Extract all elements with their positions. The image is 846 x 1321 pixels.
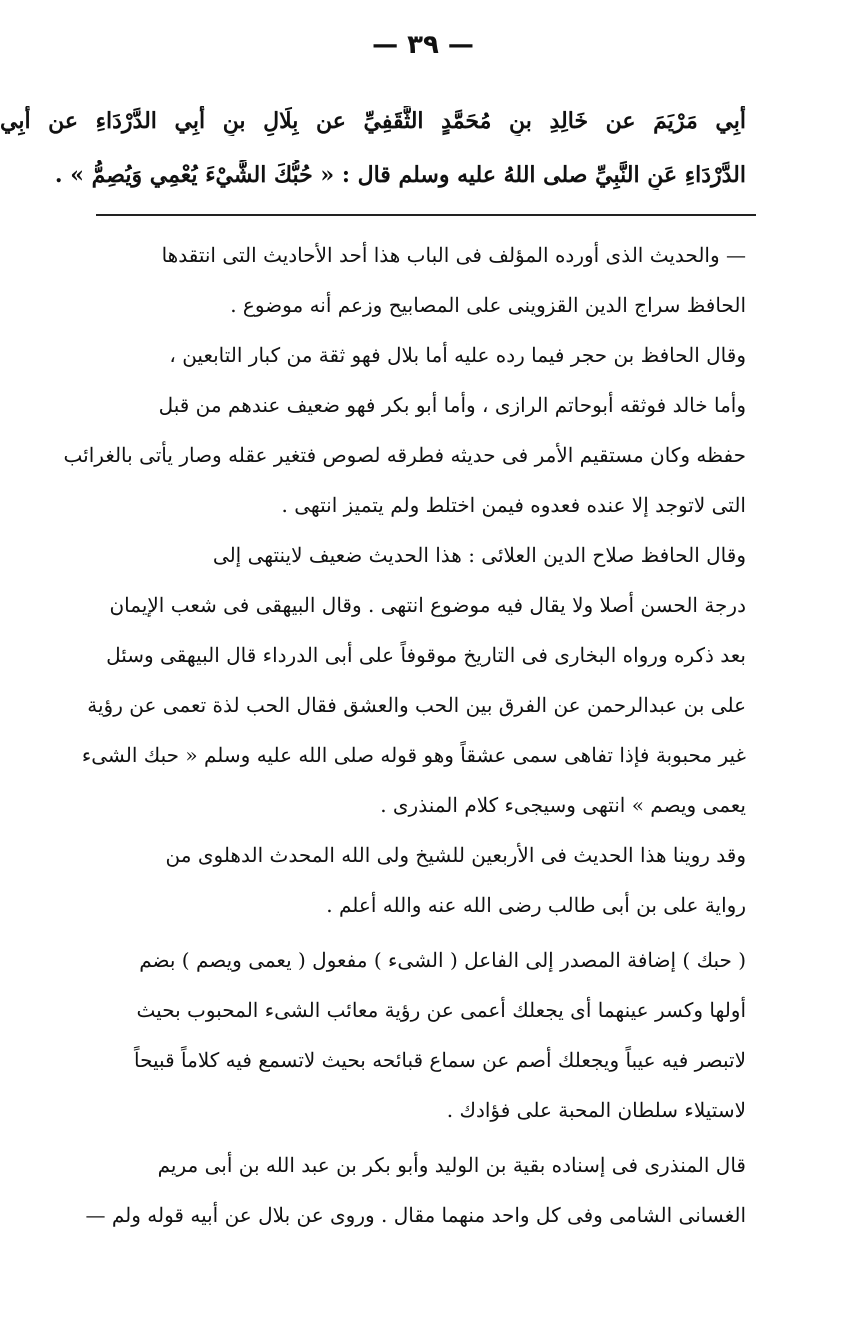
commentary-line: وقال الحافظ بن حجر فيما رده عليه أما بلال فهو ثقة من كبار التابعين ، [169,343,746,367]
commentary-line: التى لاتوجد إلا عنده فعدوه فيمن اختلط ولم يتميز انتهى . [281,493,746,517]
commentary-line: قال المنذرى فى إسناده بقية بن الوليد وأبو بكر بن عبد الله بن أبى مريم [157,1153,746,1177]
commentary-line: درجة الحسن أصلا ولا يقال فيه موضوع انتهى . وقال البيهقى فى شعب الإيمان [109,593,746,617]
hadith-line: الدَّرْدَاءِ عَنِ النَّبِيِّ صلى اللهُ عليه وسلم قال : « حُبُّكَ الشَّيْءَ يُعْمِي وَيُصِمُّ » . [54,162,746,188]
hadith-line: أَبِي مَرْيَمَ عن خَالِدِ بنِ مُحَمَّدٍ الثَّقَفِيِّ عن بِلَالِ بنِ أَبِي الدَّرْدَاءِ عن أَبِي [0,108,746,134]
commentary-line: وقال الحافظ صلاح الدين العلائى : هذا الحديث ضعيف لاينتهى إلى [212,543,746,567]
commentary-line: حفظه وكان مستقيم الأمر فى حديثه فطرقه لصوص فتغير عقله وصار يأتى بالغرائب [63,443,746,467]
page-number: — ٣٩ — [372,30,474,60]
commentary-line: ( حبك ) إضافة المصدر إلى الفاعل ( الشىء ) مفعول ( يعمى ويصم ) بضم [139,948,746,972]
commentary-line: الغسانى الشامى وفى كل واحد منهما مقال . وروى عن بلال عن أبيه قوله ولم — [85,1203,746,1227]
commentary-line: أولها وكسر عينهما أى يجعلك أعمى عن رؤية معائب الشىء المحبوب بحيث [136,998,746,1022]
commentary-line: — والحديث الذى أورده المؤلف فى الباب هذا أحد الأحاديث التى انتقدها [161,243,746,267]
commentary-line: رواية على بن أبى طالب رضى الله عنه والله أعلم . [326,893,746,917]
commentary-line: وأما خالد فوثقه أبوحاتم الرازى ، وأما أبو بكر فهو ضعيف عندهم من قبل [158,393,746,417]
commentary-line: غير محبوبة فإذا تفاهى سمى عشقاً وهو قوله صلى الله عليه وسلم « حبك الشىء [81,743,746,767]
commentary-line: لاستيلاء سلطان المحبة على فؤادك . [446,1098,746,1122]
commentary-line: الحافظ سراج الدين القزوينى على المصابيح وزعم أنه موضوع . [230,293,746,317]
commentary-line: على بن عبدالرحمن عن الفرق بين الحب والعشق فقال الحب لذة تعمى عن رؤية [87,693,746,717]
commentary-line: يعمى ويصم » انتهى وسيجىء كلام المنذرى . [380,793,746,817]
commentary-line: لاتبصر فيه عيباً ويجعلك أصم عن سماع قبائحه بحيث لاتسمع فيه كلاماً قبيحاً [134,1048,746,1072]
commentary-line: بعد ذكره ورواه البخارى فى التاريخ موقوفاً على أبى الدرداء قال البيهقى وسئل [106,643,746,667]
divider-rule [96,214,756,216]
commentary-line: وقد روينا هذا الحديث فى الأربعين للشيخ ولى الله المحدث الدهلوى من [165,843,746,867]
